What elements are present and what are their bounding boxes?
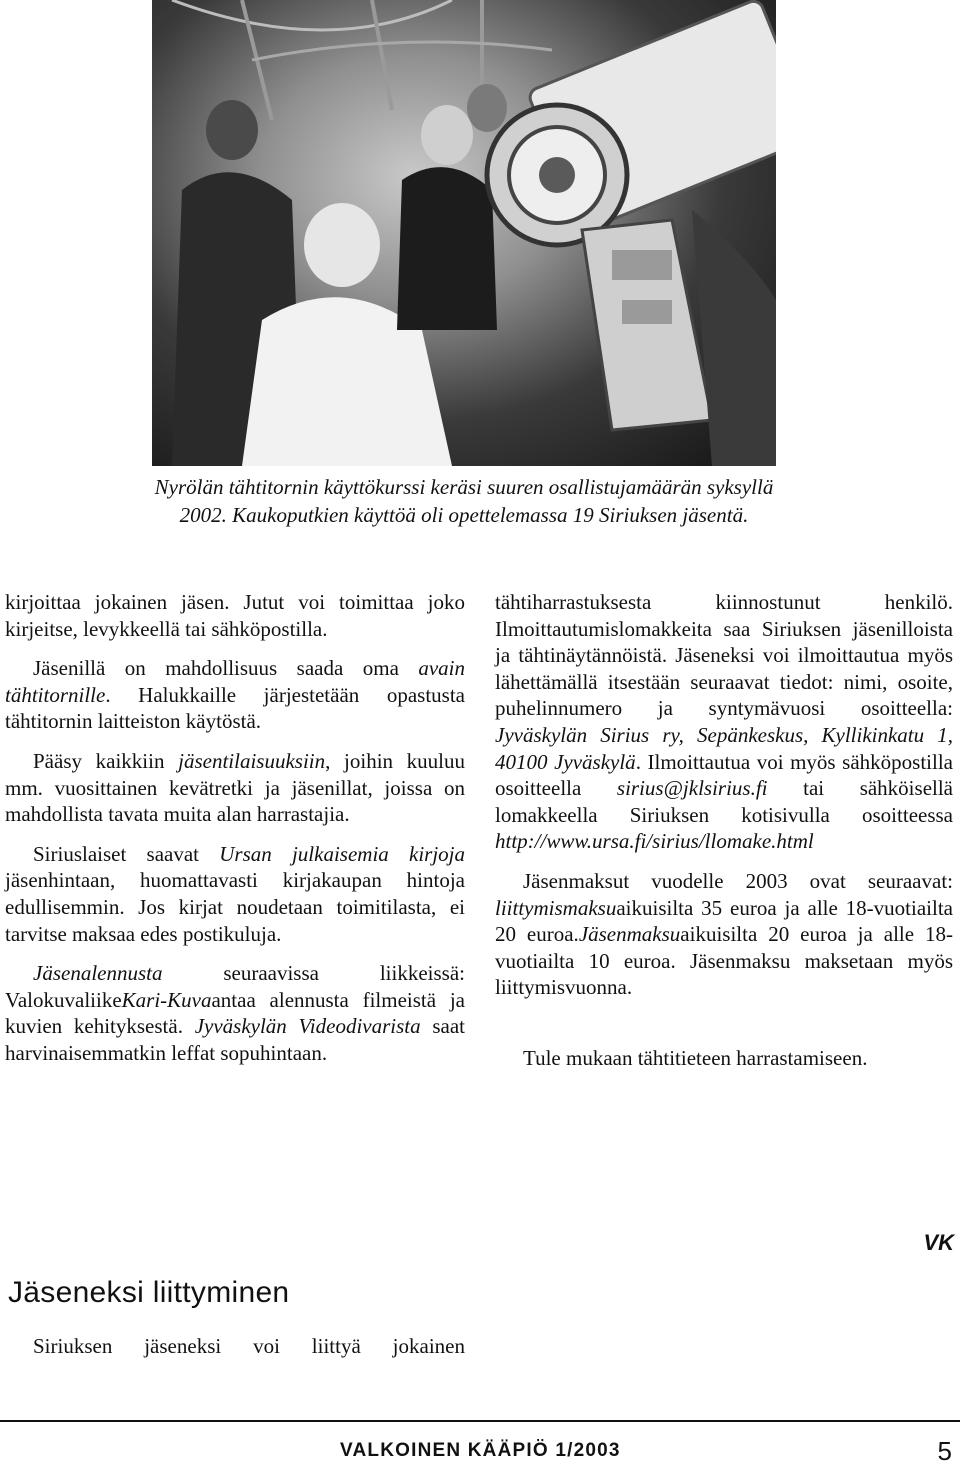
paragraph-text: aikuisilta 35 euroa ja alle 18-vuotiailta 20 euroa. bbox=[495, 895, 953, 947]
paragraph-text: Siriuslaiset saavat bbox=[33, 841, 200, 866]
paragraph-text: tai sähköisellä lomakkeella Siriuksen kotisivulla osoitteessa bbox=[495, 776, 953, 827]
paragraph-text: saat harvinaisemmatkin leffat sopuhintaan. bbox=[5, 1014, 466, 1065]
photo-illustration bbox=[152, 0, 776, 466]
paragraph-text: , joihin kuuluu mm. vuosittainen kevätretki ja jäsenillat, joissa on mahdollista tavata muita alan harrastajia. bbox=[5, 748, 466, 827]
paragraph-text: seuraavissa liikkeissä: Valokuvaliike bbox=[5, 961, 465, 1012]
emphasis: Kari-Kuva bbox=[121, 987, 212, 1012]
paragraph-text: tähtiharrastuksesta kiinnostunut henkilö. Ilmoittautumislomakkeita saa Siriuksen jäsenilloista ja tähtinäytännöistä. Jäseneksi voi ilmoittautua myös lähettämällä itsestään seuraavat tiedot: nimi, osoite, puhelinnumero ja syntymävuosi osoitteella: bbox=[495, 590, 953, 721]
paragraph-text: Jäsenillä on mahdollisuus saada oma bbox=[33, 656, 399, 681]
paragraph bbox=[495, 589, 953, 855]
paragraph-text: kirjoittaa jokainen jäsen. Jutut voi toimittaa joko kirjeitse, levykkeellä tai sähköpostilla. bbox=[5, 590, 465, 641]
author-signature: VK bbox=[923, 1230, 954, 1255]
observatory-photo bbox=[152, 0, 776, 466]
paragraph bbox=[5, 748, 465, 828]
section-text: Siriuksen jäseneksi voi liittyä jokainen bbox=[33, 1334, 465, 1358]
emphasis: Jyväskylän Sirius ry, Sepänkeskus, Kyllikinkatu 1, 40100 Jyväskylä bbox=[495, 722, 953, 774]
photo-caption: Nyrölän tähtitornin käyttökurssi keräsi suuren osallistujamäärän syksyllä 2002. Kaukoputkien käyttöä oli opettelemassa 19 Siriuksen jäsentä. bbox=[154, 475, 774, 527]
emphasis: Jäsenalennusta bbox=[33, 961, 163, 986]
footer-divider bbox=[0, 1420, 960, 1422]
left-column bbox=[5, 589, 465, 1080]
page-number: 5 bbox=[937, 1436, 952, 1466]
paragraph bbox=[495, 868, 953, 1001]
section-heading: Jäseneksi liittyminen bbox=[8, 1276, 290, 1309]
emphasis: avain tähtitornille bbox=[5, 656, 466, 707]
right-column bbox=[495, 589, 953, 1085]
paragraph-text: . Halukkaille järjestetään opastusta tähtitornin laitteiston käytöstä. bbox=[5, 682, 465, 734]
email-link[interactable]: sirius@jklsirius.fi bbox=[616, 776, 768, 801]
paragraph-text: jäsenhintaan, huomattavasti kirjakaupan hintoja edullisemmin. Jos kirjat noudetaan toimitilasta, ei tarvitse maksaa edes postikuluja. bbox=[5, 868, 465, 946]
emphasis: Jäsenmaksu bbox=[578, 922, 681, 947]
paragraph bbox=[5, 841, 465, 947]
closing-line: Tule mukaan tähtitieteen harrastamiseen. bbox=[523, 1045, 868, 1070]
paragraph bbox=[5, 589, 465, 642]
emphasis: liittymismaksu bbox=[495, 895, 617, 920]
url-link[interactable]: http://www.ursa.fi/sirius/llomake.html bbox=[495, 829, 814, 854]
paragraph-text: Jäsenmaksut vuodelle 2003 ovat seuraavat: bbox=[523, 868, 953, 893]
emphasis: jäsentilaisuuksiin bbox=[178, 748, 326, 773]
magazine-issue-title: VALKOINEN KÄÄPIÖ 1/2003 bbox=[340, 1440, 621, 1461]
emphasis: Jyväskylän Videodivarista bbox=[194, 1014, 421, 1039]
paragraph-text: . Ilmoittautua voi myös sähköpostilla osoitteella bbox=[495, 749, 953, 801]
paragraph bbox=[5, 655, 465, 735]
paragraph bbox=[5, 960, 465, 1066]
paragraph-text: antaa alennusta filmeistä ja kuvien kehityksestä. bbox=[5, 987, 465, 1039]
paragraph-text: aikuisilta 20 euroa ja alle 18-vuotiailta 10 euroa. Jäsenmaksu maksetaan myös liittymisvuonna. bbox=[495, 922, 953, 1000]
paragraph-text: Pääsy kaikkiin bbox=[33, 748, 165, 773]
emphasis: Ursan julkaisemia kirjoja bbox=[219, 841, 465, 866]
